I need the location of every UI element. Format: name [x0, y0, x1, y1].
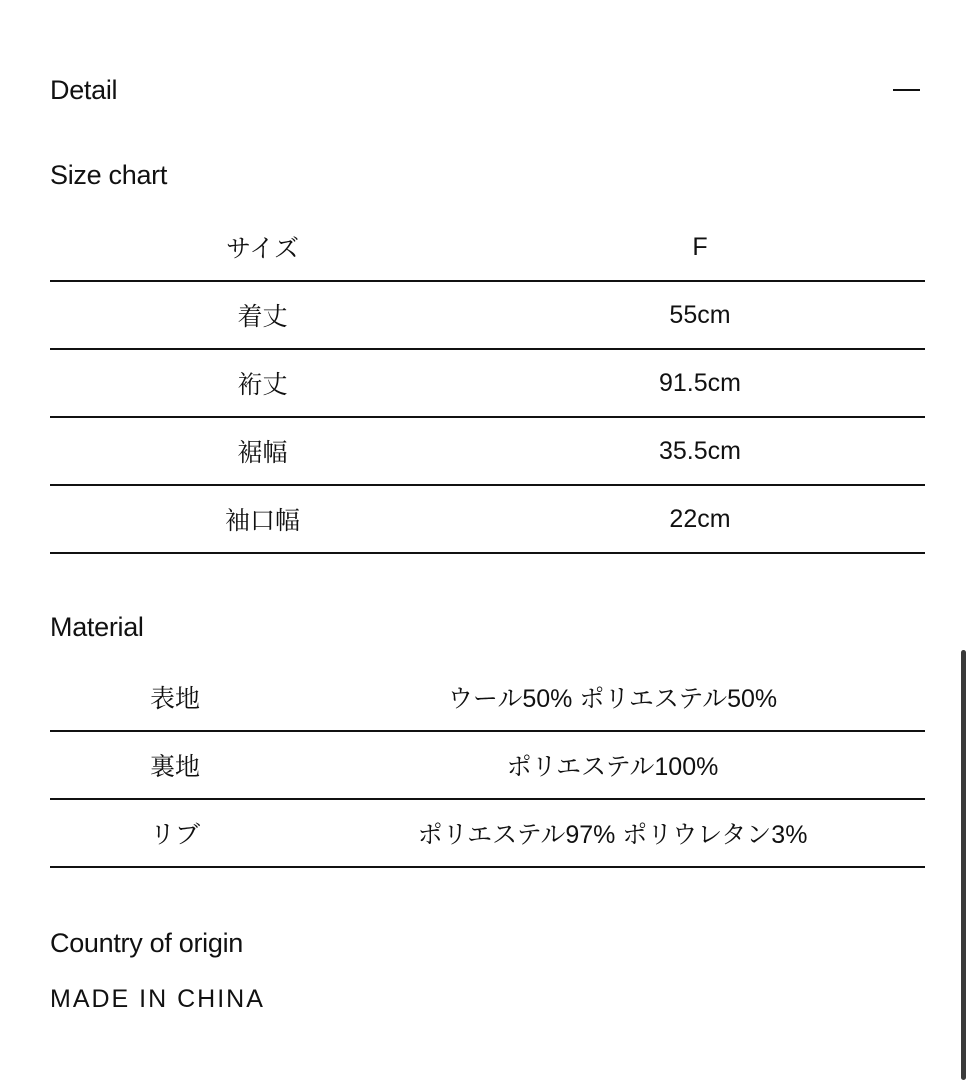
size-chart-title: Size chart: [50, 160, 168, 190]
origin-title: Country of origin: [50, 928, 243, 958]
size-chart-row: [50, 281, 925, 349]
size-row-label: 裄丈: [50, 349, 475, 417]
material-row: [50, 731, 925, 799]
detail-title: Detail: [50, 74, 118, 105]
size-row-label: 着丈: [50, 281, 475, 349]
size-header-label: サイズ: [225, 235, 299, 263]
detail-accordion-header[interactable]: [50, 70, 920, 110]
material-row-value: ポリエステル100%: [300, 731, 925, 799]
size-chart-row: [50, 349, 925, 417]
size-header-value: F: [692, 232, 708, 261]
size-chart-table: [50, 214, 925, 554]
material-row-label: 裏地: [50, 731, 300, 799]
material-row: [50, 799, 925, 867]
size-row-label: 袖口幅: [50, 485, 475, 553]
collapse-button[interactable]: [892, 76, 920, 104]
material-row-value: ポリエステル97% ポリウレタン3%: [300, 799, 925, 867]
origin-value: MADE IN CHINA: [50, 985, 265, 1013]
material-row-value: ウール50% ポリエステル50%: [300, 664, 925, 731]
material-row-label: リブ: [50, 799, 300, 867]
material-row-label: 表地: [50, 664, 300, 731]
size-row-value: 35.5cm: [475, 417, 925, 485]
size-row-value: 55cm: [475, 281, 925, 349]
size-chart-header-row: [50, 214, 925, 281]
size-row-label: 裾幅: [50, 417, 475, 485]
material-title: Material: [50, 612, 144, 642]
scrollbar[interactable]: [961, 650, 966, 1080]
size-chart-row: [50, 485, 925, 553]
size-row-value: 22cm: [475, 485, 925, 553]
size-chart-row: [50, 417, 925, 485]
minus-icon: [893, 89, 920, 91]
size-row-value: 91.5cm: [475, 349, 925, 417]
material-table: [50, 664, 925, 868]
material-row: [50, 664, 925, 731]
